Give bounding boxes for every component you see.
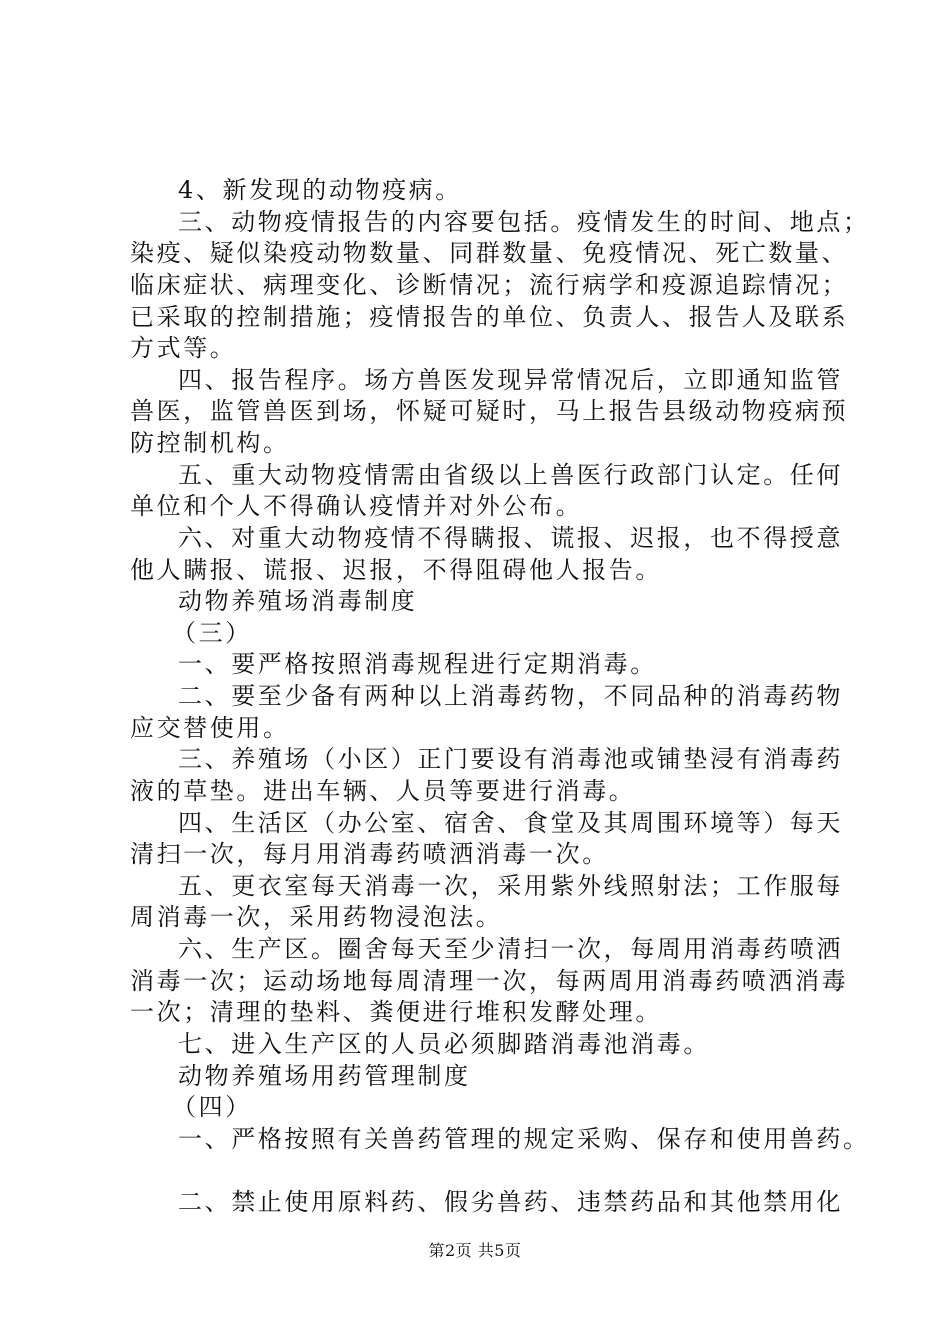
text-line: 三、养殖场（小区）正门要设有消毒池或铺垫浸有消毒药 [178,745,843,773]
text-line: 五、更衣室每天消毒一次，采用紫外线照射法；工作服每 [178,872,843,900]
text-line: 一、严格按照有关兽药管理的规定采购、保存和使用兽药。 [178,1125,870,1153]
text-line: 临床症状、病理变化、诊断情况；流行病学和疫源追踪情况； [130,271,849,299]
section-heading: 动物养殖场用药管理制度 [178,1062,471,1090]
text-line: 四、生活区（办公室、宿舍、食堂及其周围环境等）每天 [178,809,843,837]
text-line: 染疫、疑似染疫动物数量、同群数量、免疫情况、死亡数量、 [130,239,849,267]
text-line: 一次；清理的垫料、粪便进行堆积发酵处理。 [130,998,662,1026]
text-line: 二、要至少备有两种以上消毒药物，不同品种的消毒药物 [178,682,843,710]
text-line: 七、进入生产区的人员必须脚踏消毒池消毒。 [178,1030,710,1058]
text-line: 消毒一次；运动场地每周清理一次，每两周用消毒药喷洒消毒 [130,967,849,995]
text-line: 方式等。 [130,334,237,362]
text-line: 兽医，监管兽医到场，怀疑可疑时，马上报告县级动物疫病预 [130,397,849,425]
text-line: 四、报告程序。场方兽医发现异常情况后，立即通知监管 [178,366,843,394]
page-footer [0,1238,950,1261]
text-line: 应交替使用。 [130,714,290,742]
text-line: 液的草垫。进出车辆、人员等要进行消毒。 [130,777,636,805]
text-line: 已采取的控制措施；疫情报告的单位、负责人、报告人及联系 [130,303,849,331]
text-line: 4、新发现的动物疫病。 [178,176,462,204]
text-line: 六、对重大动物疫情不得瞒报、谎报、迟报，也不得授意 [178,524,843,552]
page-number: 第2页 共5页 [428,1241,522,1260]
text-line: 一、要严格按照消毒规程进行定期消毒。 [178,650,657,678]
text-line: 清扫一次，每月用消毒药喷洒消毒一次。 [130,840,609,868]
text-line: 五、重大动物疫情需由省级以上兽医行政部门认定。任何 [178,461,843,489]
text-line: 单位和个人不得确认疫情并对外公布。 [130,492,583,520]
text-line: 他人瞒报、谎报、迟报，不得阻碍他人报告。 [130,556,662,584]
text-line: 六、生产区。圈舍每天至少清扫一次，每周用消毒药喷洒 [178,935,843,963]
text-line: 二、禁止使用原料药、假劣兽药、违禁药品和其他禁用化 [178,1188,843,1216]
section-heading: 动物养殖场消毒制度 [178,587,418,615]
text-line: 周消毒一次，采用药物浸泡法。 [130,903,503,931]
text-line: 防控制机构。 [130,429,290,457]
text-line: 三、动物疫情报告的内容要包括。疫情发生的时间、地点； [178,208,870,236]
section-number: （三） [172,619,252,647]
section-number: （四） [172,1093,252,1121]
